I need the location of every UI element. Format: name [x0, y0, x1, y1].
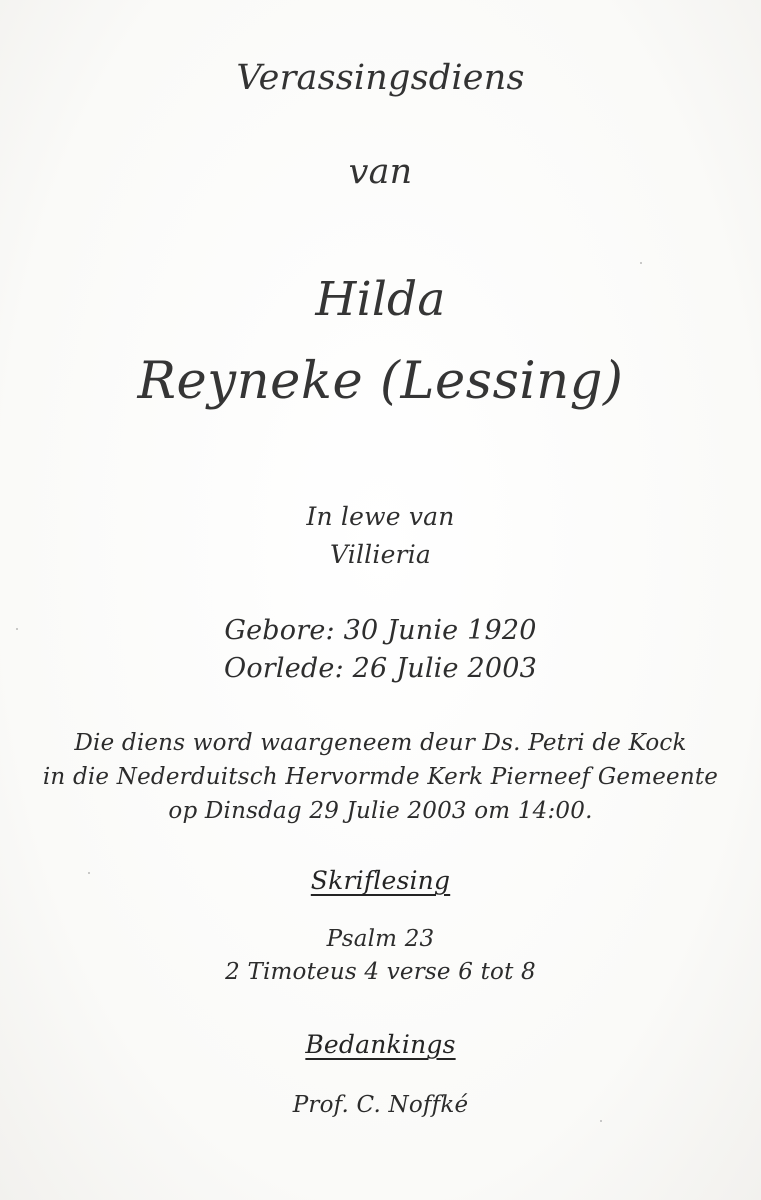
paper-speck — [16, 628, 18, 630]
death-date: Oorlede: 26 Julie 2003 — [224, 653, 537, 684]
scripture-item: Psalm 23 — [326, 926, 435, 952]
service-church: in die Nederduitsch Hervormde Kerk Pierneef Gemeente — [42, 764, 719, 790]
deceased-first-name: Hilda — [315, 272, 446, 327]
birth-date: Gebore: 30 Junie 1920 — [224, 615, 537, 646]
service-title: Verassingsdiens — [236, 58, 525, 98]
title-connector: van — [348, 152, 413, 192]
paper-speck — [600, 1120, 602, 1122]
scripture-item: 2 Timoteus 4 verse 6 tot 8 — [225, 959, 536, 985]
residence-label: In lewe van — [306, 502, 455, 531]
paper-speck — [88, 872, 90, 874]
thanks-item: Prof. C. Noffké — [292, 1092, 469, 1118]
scripture-heading: Skriflesing — [310, 866, 451, 895]
service-date-time: op Dinsdag 29 Julie 2003 om 14:00. — [168, 798, 593, 824]
paper-speck — [640, 262, 642, 264]
deceased-surname: Reyneke (Lessing) — [137, 352, 624, 411]
service-officiant: Die diens word waargeneem deur Ds. Petri de Kock — [74, 730, 687, 756]
residence-place: Villieria — [329, 540, 432, 569]
thanks-heading: Bedankings — [305, 1030, 456, 1059]
